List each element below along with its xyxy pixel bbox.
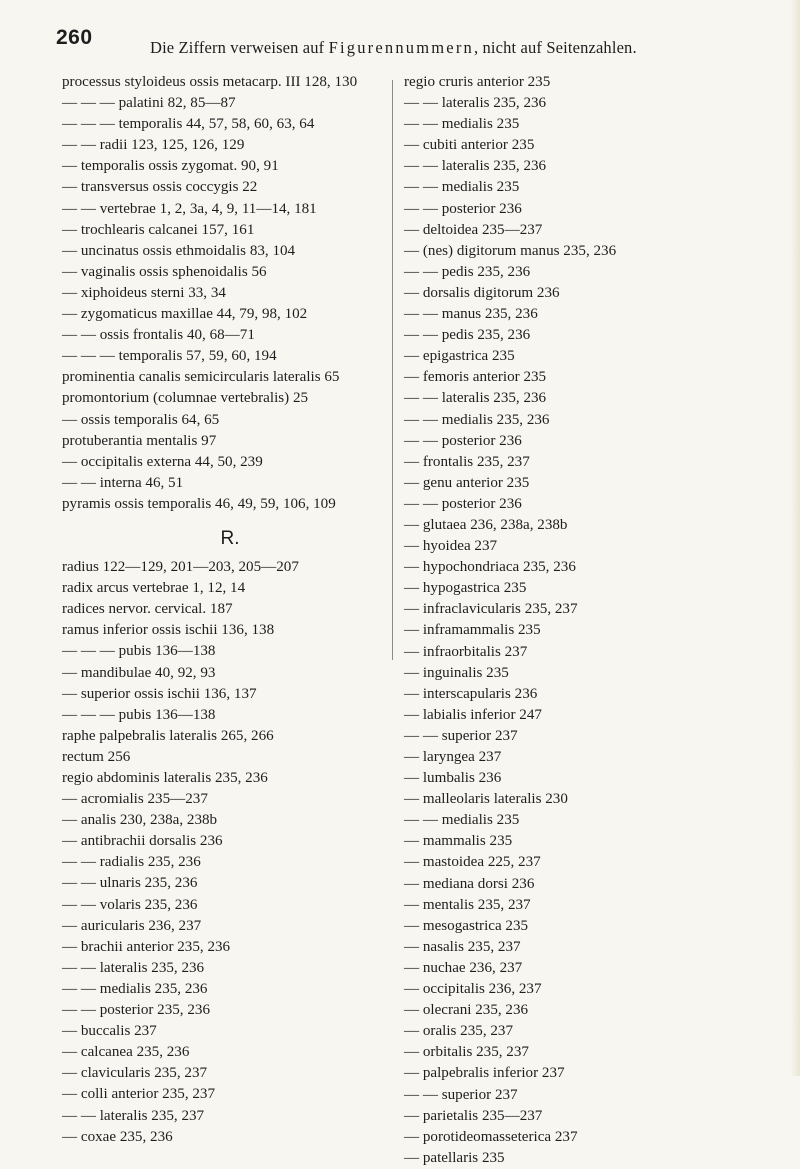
index-entry: — interscapularis 236: [404, 685, 538, 702]
index-entry: — — lateralis 235, 236: [62, 959, 205, 976]
index-entry: prominentia canalis semicircularis lateralis 65: [62, 369, 340, 386]
left-column-bottom-entries: [62, 557, 388, 1148]
index-entry: — clavicularis 235, 237: [62, 1065, 208, 1082]
index-entry: — nuchae 236, 237: [404, 959, 523, 976]
index-entry: — genu anterior 235: [404, 474, 530, 491]
index-entry: — porotideomasseterica 237: [404, 1128, 578, 1145]
index-entry: — orbitalis 235, 237: [404, 1044, 529, 1061]
index-entry: — colli anterior 235, 237: [62, 1086, 216, 1103]
index-entry: — analis 230, 238a, 238b: [62, 812, 218, 829]
column-divider: [392, 80, 393, 660]
index-entry: — calcanea 235, 236: [62, 1044, 190, 1061]
index-entry: — lumbalis 236: [404, 770, 502, 787]
index-entry: — — volaris 235, 236: [62, 896, 198, 913]
index-entry: — antibrachii dorsalis 236: [62, 833, 223, 850]
index-entry: — cubiti anterior 235: [404, 137, 535, 154]
index-entry: — frontalis 235, 237: [404, 453, 530, 470]
index-entry: — transversus ossis coccygis 22: [62, 179, 258, 196]
page-number: 260: [56, 26, 93, 49]
index-entry: — — ossis frontalis 40, 68—71: [62, 327, 255, 344]
index-entry: — acromialis 235—237: [62, 791, 208, 808]
index-entry: — — vertebrae 1, 2, 3a, 4, 9, 11—14, 181: [62, 200, 317, 217]
index-entry: — inframammalis 235: [404, 622, 541, 639]
index-entry: — — posterior 235, 236: [62, 1002, 210, 1019]
index-entry: — — posterior 236: [404, 495, 522, 512]
index-entry: radix arcus vertebrae 1, 12, 14: [62, 580, 246, 597]
index-entry: — temporalis ossis zygomat. 90, 91: [62, 158, 279, 175]
index-entry: — zygomaticus maxillae 44, 79, 98, 102: [62, 306, 308, 323]
index-entry: — olecrani 235, 236: [404, 1002, 529, 1019]
index-entry: radius 122—129, 201—203, 205—207: [62, 559, 299, 576]
right-column-entries: [404, 72, 794, 1169]
index-entry: — — — palatini 82, 85—87: [62, 95, 236, 112]
index-entry: — — radialis 235, 236: [62, 854, 201, 871]
index-entry: — infraclavicularis 235, 237: [404, 601, 578, 618]
index-entry: — — superior 237: [404, 727, 518, 744]
index-entry: — mediana dorsi 236: [404, 875, 535, 892]
index-entry: rectum 256: [62, 748, 131, 765]
index-entry: regio abdominis lateralis 235, 236: [62, 770, 268, 786]
running-head-spaced: Figurennummern: [328, 38, 474, 57]
index-entry: — labialis inferior 247: [404, 706, 542, 723]
index-entry: — — lateralis 235, 237: [62, 1107, 205, 1124]
index-entry: — coxae 235, 236: [62, 1128, 173, 1145]
index-entry: — uncinatus ossis ethmoidalis 83, 104: [62, 242, 296, 259]
index-entry: pyramis ossis temporalis 46, 49, 59, 106, 109: [62, 495, 336, 512]
index-entry: — parietalis 235—237: [404, 1107, 543, 1124]
index-entry: — — posterior 236: [404, 432, 522, 449]
index-entry: — — medialis 235, 236: [62, 980, 208, 997]
index-entry: — superior ossis ischii 136, 137: [62, 685, 257, 702]
index-entry: — brachii anterior 235, 236: [62, 938, 231, 955]
running-head: [150, 38, 637, 58]
index-entry: — mastoidea 225, 237: [404, 854, 541, 871]
index-entry: — — medialis 235: [404, 812, 520, 829]
index-entry: — — medialis 235, 236: [404, 411, 550, 428]
index-entry: — ossis temporalis 64, 65: [62, 411, 220, 428]
index-entry: — oralis 235, 237: [404, 1023, 514, 1040]
index-entry: — buccalis 237: [62, 1023, 157, 1040]
left-column-top-entries: [62, 72, 388, 515]
right-column: [404, 72, 794, 1169]
index-entry: — hypogastrica 235: [404, 580, 527, 597]
index-entry: — — superior 237: [404, 1086, 518, 1103]
index-entry: — trochlearis calcanei 157, 161: [62, 221, 255, 238]
index-entry: — mandibulae 40, 92, 93: [62, 664, 216, 681]
index-entry: — inguinalis 235: [404, 664, 509, 681]
index-entry: — mammalis 235: [404, 833, 513, 850]
index-entry: — — — temporalis 44, 57, 58, 60, 63, 64: [62, 116, 315, 133]
index-entry: — (nes) digitorum manus 235, 236: [404, 242, 617, 259]
index-entry: — — manus 235, 236: [404, 306, 538, 323]
index-entry: protuberantia mentalis 97: [62, 432, 217, 449]
section-letter: R.: [220, 527, 240, 549]
index-entry: promontorium (columnae vertebralis) 25: [62, 390, 309, 407]
index-entry: — — pedis 235, 236: [404, 263, 531, 280]
index-entry: — occipitalis 236, 237: [404, 981, 542, 998]
index-entry: — — lateralis 235, 236: [404, 390, 547, 407]
index-entry: — epigastrica 235: [404, 348, 515, 365]
index-entry: — — lateralis 235, 236: [404, 95, 547, 112]
index-entry: — nasalis 235, 237: [404, 938, 521, 955]
running-head-suffix: , nicht auf Seitenzahlen.: [473, 38, 637, 57]
index-entry: — hypochondriaca 235, 236: [404, 559, 576, 576]
index-entry: — infraorbitalis 237: [404, 643, 528, 660]
index-entry: — patellaris 235: [404, 1149, 505, 1166]
index-entry: — deltoidea 235—237: [404, 221, 543, 238]
index-entry: — — posterior 236: [404, 200, 522, 217]
index-entry: — auricularis 236, 237: [62, 917, 202, 934]
running-head-prefix: Die Ziffern verweisen auf: [150, 38, 329, 57]
index-entry: — mesogastrica 235: [404, 917, 529, 934]
index-entry: — xiphoideus sterni 33, 34: [62, 284, 226, 301]
index-entry: — — medialis 235: [404, 116, 520, 133]
index-entry: — glutaea 236, 238a, 238b: [404, 516, 568, 533]
index-entry: — dorsalis digitorum 236: [404, 284, 560, 301]
index-entry: — — lateralis 235, 236: [404, 158, 547, 175]
left-column: [62, 72, 388, 1148]
index-entry: radices nervor. cervical. 187: [62, 601, 233, 618]
index-entry: — occipitalis externa 44, 50, 239: [62, 453, 263, 470]
index-entry: — femoris anterior 235: [404, 369, 547, 386]
index-entry: — — interna 46, 51: [62, 474, 184, 491]
index-entry: regio cruris anterior 235: [404, 74, 551, 90]
index-entry: raphe palpebralis lateralis 265, 266: [62, 727, 274, 744]
index-entry: ramus inferior ossis ischii 136, 138: [62, 622, 275, 639]
index-entry: — hyoidea 237: [404, 538, 498, 555]
index-entry: — — radii 123, 125, 126, 129: [62, 137, 245, 154]
index-entry: — vaginalis ossis sphenoidalis 56: [62, 263, 267, 280]
index-entry: — — pedis 235, 236: [404, 327, 531, 344]
index-entry: — palpebralis inferior 237: [404, 1065, 565, 1082]
index-entry: — — — pubis 136—138: [62, 643, 216, 660]
index-entry: — — medialis 235: [404, 179, 520, 196]
index-entry: — — — temporalis 57, 59, 60, 194: [62, 348, 277, 365]
index-entry: — — ulnaris 235, 236: [62, 875, 198, 892]
index-entry: processus styloideus ossis metacarp. III 128, 130: [62, 74, 358, 90]
index-entry: — mentalis 235, 237: [404, 896, 531, 913]
index-entry: — malleolaris lateralis 230: [404, 791, 568, 808]
index-entry: — — — pubis 136—138: [62, 706, 216, 723]
index-entry: — laryngea 237: [404, 749, 502, 765]
